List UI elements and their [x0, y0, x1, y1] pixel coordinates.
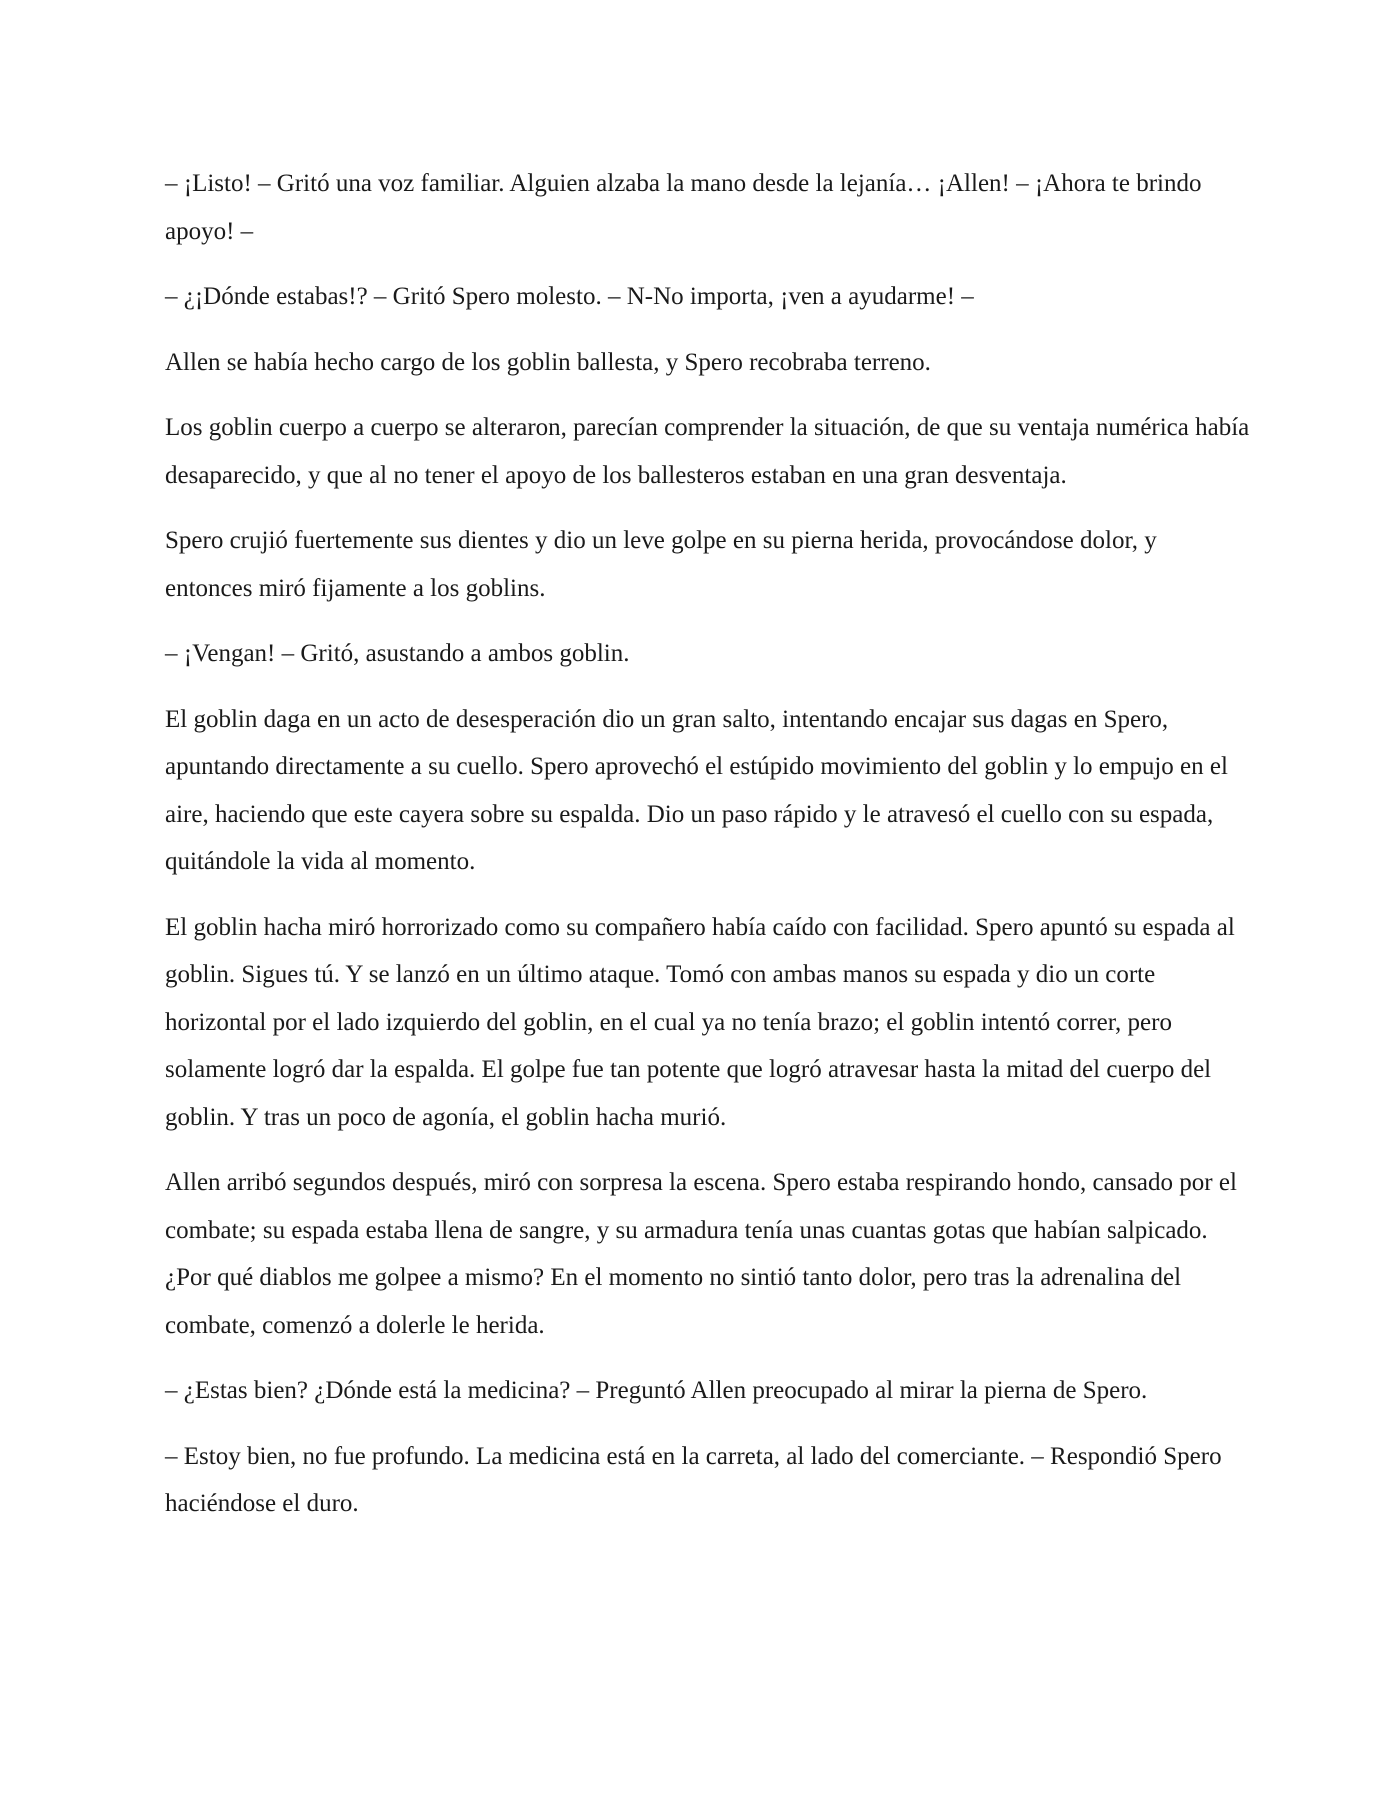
paragraph: – Estoy bien, no fue profundo. La medicina está en la carreta, al lado del comerciante. – Respondió Spero haciéndose el duro. [165, 1442, 1222, 1517]
paragraph: – ¿¡Dónde estabas!? – Gritó Spero molesto. – N-No importa, ¡ven a ayudarme! – [165, 283, 974, 310]
paragraph: Los goblin cuerpo a cuerpo se alteraron, parecían comprender la situación, de que su ventaja numérica había desaparecido, y que al no tener el apoyo de los ballesteros estaban en una gran desventaja. [165, 414, 1250, 489]
paragraph: Spero crujió fuertemente sus dientes y dio un leve golpe en su pierna herida, provocándose dolor, y entonces miró fijamente a los goblins. [165, 527, 1157, 602]
paragraph: – ¡Vengan! – Gritó, asustando a ambos goblin. [165, 640, 630, 667]
paragraph: Allen arribó segundos después, miró con sorpresa la escena. Spero estaba respirando hondo, cansado por el combate; su espada estaba llena de sangre, y su armadura tenía unas cuantas gotas que habían salpicado. ¿Por qué diablos me golpee a mismo? En el momento no sintió tanto dolor, pero tras la adrenalina del combate, comenzó a dolerle le herida. [165, 1169, 1237, 1339]
paragraph: El goblin daga en un acto de desesperación dio un gran salto, intentando encajar sus dagas en Spero, apuntando directamente a su cuello. Spero aprovechó el estúpido movimiento del goblin y lo empujo en el aire, haciendo que este cayera sobre su espalda. Dio un paso rápido y le atravesó el cuello con su espada, quitándole la vida al momento. [165, 705, 1228, 875]
paragraph: – ¡Listo! – Gritó una voz familiar. Alguien alzaba la mano desde la lejanía… ¡Allen! – ¡Ahora te brindo apoyo! – [165, 170, 1202, 245]
paragraph: El goblin hacha miró horrorizado como su compañero había caído con facilidad. Spero apuntó su espada al goblin. Sigues tú. Y se lanzó en un último ataque. Tomó con ambas manos su espada y dio un corte horizontal por el lado izquierdo del goblin, en el cual ya no tenía brazo; el goblin intentó correr, pero solamente logró dar la espalda. El golpe fue tan potente que logró atravesar hasta la mitad del cuerpo del goblin. Y tras un poco de agonía, el goblin hacha murió. [165, 913, 1235, 1131]
document-body [165, 160, 1250, 1546]
paragraph: – ¿Estas bien? ¿Dónde está la medicina? – Preguntó Allen preocupado al mirar la pierna de Spero. [165, 1377, 1148, 1404]
paragraph: Allen se había hecho cargo de los goblin ballesta, y Spero recobraba terreno. [165, 348, 931, 376]
